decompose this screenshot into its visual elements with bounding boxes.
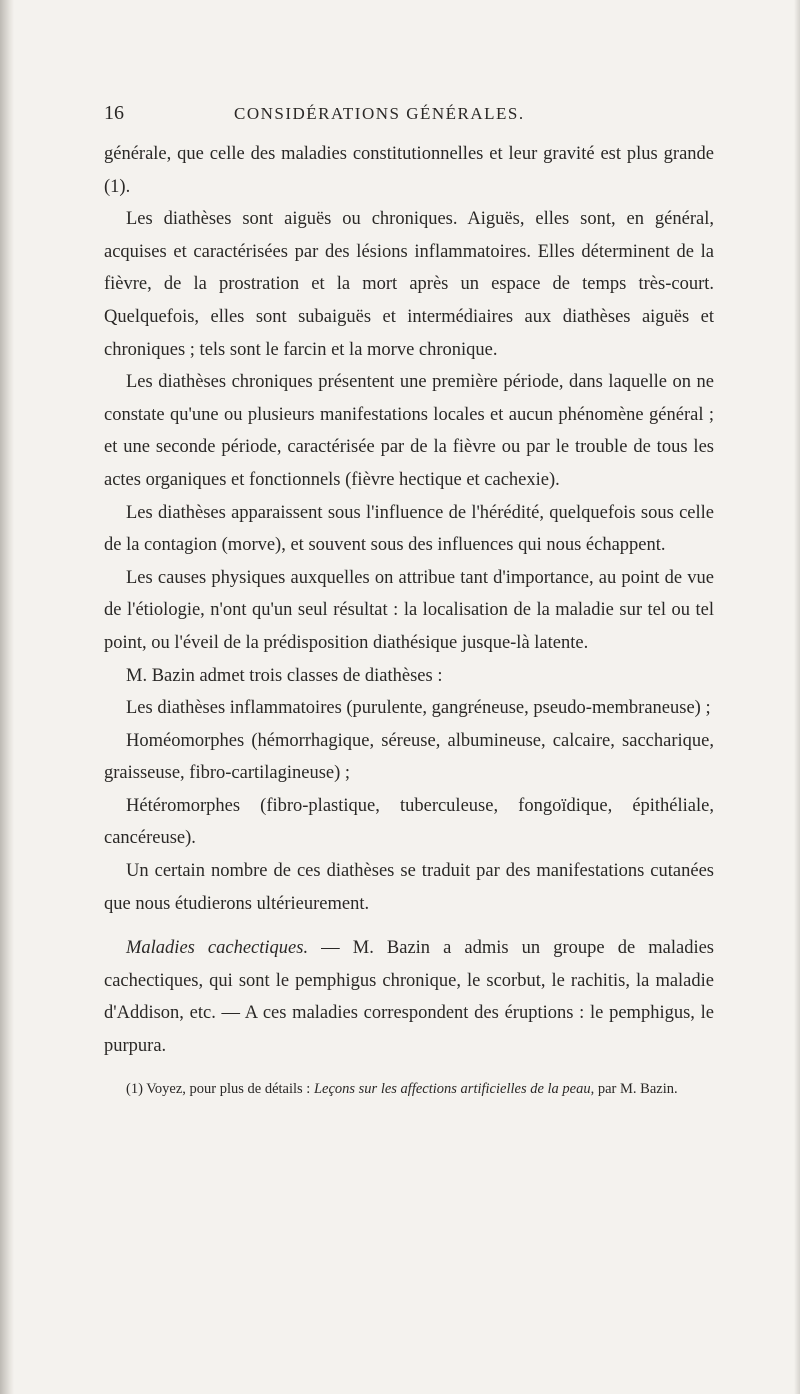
section-gap [104, 920, 714, 932]
paragraph-bazin-classes: M. Bazin admet trois classes de diathèses : [126, 665, 443, 686]
page-right-edge [794, 0, 800, 1394]
section-title: Maladies cachectiques. [126, 938, 309, 959]
page-header [104, 100, 714, 138]
footnote-marker: (1) [126, 1080, 143, 1097]
footnote-work-title: Leçons sur les affections artificielles de la peau [313, 1080, 591, 1097]
section-dash: — [308, 938, 353, 959]
paragraph-heteromorphic: Hétéromorphes (fibro-plastique, tuberculeuse, fongoïdique, épithéliale, cancéreuse). [104, 795, 714, 849]
page-binding-edge [0, 0, 14, 1394]
section-text: M. Bazin a admis un groupe de maladies cachectiques, qui sont le pemphigus chronique, le scorbut, le rachitis, la maladie d'Addison, etc. — A ces maladies correspondent des éruptions : le pemphigus, le purpura. [104, 938, 714, 1057]
paragraph-chronic-diatheses: Les diathèses chroniques présentent une première période, dans laquelle on ne constate qu'une ou plusieurs manifestations locales et aucun phénomène général ; et une seconde période, caractérisée par de la fièvre ou par le trouble de tous les actes organiques et fonctionnels (fièvre hectique et cachexie). [104, 372, 714, 490]
paragraph-continuation: générale, que celle des maladies constitutionnelles et leur gravité est plus grande (1). [104, 144, 714, 197]
book-page [104, 100, 714, 1113]
page-number: 16 [104, 102, 124, 124]
section-cachectic-diseases [104, 932, 714, 1062]
footnote-tail: , par M. Bazin. [590, 1080, 678, 1097]
paragraph-homeomorphic: Homéomorphes (hémorrhagique, séreuse, albumineuse, calcaire, saccharique, graisseuse, fibro-cartilagineuse) ; [104, 730, 714, 784]
paragraph-causes-heredity: Les diathèses apparaissent sous l'influence de l'hérédité, quelquefois sous celle de la contagion (morve), et souvent sous des influences qui nous échappent. [104, 502, 714, 556]
paragraph-inflammatory: Les diathèses inflammatoires (purulente, gangréneuse, pseudo-membraneuse) ; [126, 698, 711, 719]
running-head: CONSIDÉRATIONS GÉNÉRALES. [234, 104, 525, 123]
footnote [104, 1079, 714, 1099]
paragraph-physical-causes: Les causes physiques auxquelles on attribue tant d'importance, au point de vue de l'étiologie, n'ont qu'un seul résultat : la localisation de la maladie sur tel ou tel point, ou l'éveil de la prédisposition diathésique jusque-là latente. [104, 567, 714, 653]
paragraph-cutaneous-manifestations: Un certain nombre de ces diathèses se traduit par des manifestations cutanées que nous étudierons ultérieurement. [104, 861, 714, 914]
footnote-lead: Voyez, pour plus de détails : [142, 1080, 314, 1097]
paragraph-acute-diatheses: Les diathèses sont aiguës ou chroniques. Aiguës, elles sont, en général, acquises et caractérisées par des lésions inflammatoires. Elles déterminent de la fièvre, de la prostration et la mort après un espace de temps très-court. Quelquefois, elles sont subaiguës et intermédiaires aux diathèses aiguës et chroniques ; tels sont le farcin et la morve chronique. [104, 209, 714, 360]
